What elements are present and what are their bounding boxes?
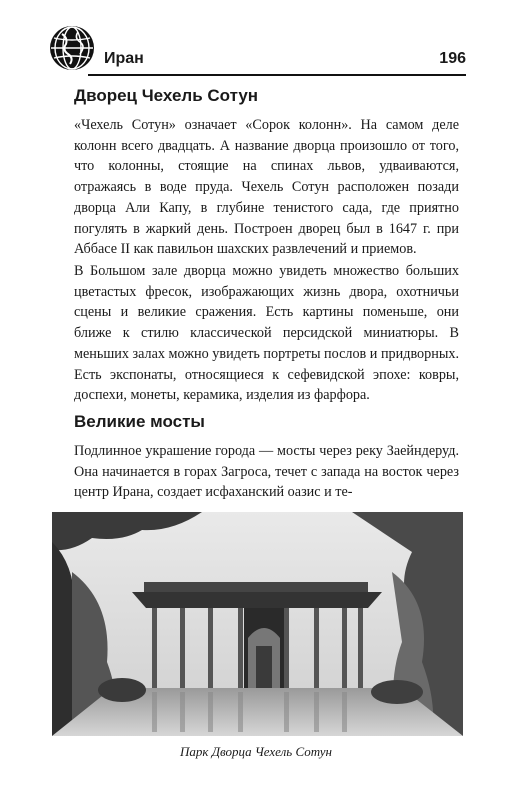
- header-rule: [88, 74, 466, 76]
- page-number: 196: [439, 50, 466, 67]
- running-title: Иран: [104, 50, 144, 67]
- globe-emblem-icon: [48, 24, 96, 72]
- section-paragraph: В Большом зале дворца можно увидеть множество больших цветастых фресок, изображающих жизнь двора, охотничьи сцены и великие сражения. Есть картины поменьше, они ближе к стилю классической персидской миниатюры. В меньших залах можно увидеть портреты послов и придворных. Есть экспонаты, относящиеся к сефевидской эпохе: ковры, доспехи, монеты, керамика, изделия из фарфора.: [74, 263, 459, 404]
- section-paragraph: «Чехель Сотун» означает «Сорок колонн». На самом деле колонн всего двадцать. А название дворца произошло от того, что колонны, стоящие на спинах львов, удваиваются, отражаясь в воде пруда. Чехель Сотун расположен позади дворца Али Капу, в глубине тенистого сада, где приятно погулять в жаркий день. Построен дворец был в 1647 г. при Аббасе II как павильон шахских развлечений и приемов.: [74, 117, 459, 258]
- figure-caption: Парк Дворца Чехель Сотун: [179, 744, 333, 759]
- palace-photo-illustration: [52, 512, 463, 736]
- section-heading: Великие мосты: [74, 412, 205, 431]
- page-header: [48, 24, 466, 76]
- section-heading: Дворец Чехель Сотун: [74, 86, 259, 105]
- section-paragraph: Подлинное украшение города — мосты через реку Заейндеруд. Она начинается в горах Загроса, течет с запада на восток через центр Ирана, создает исфаханский оазис и те-: [74, 443, 459, 501]
- palace-photo: [52, 512, 463, 736]
